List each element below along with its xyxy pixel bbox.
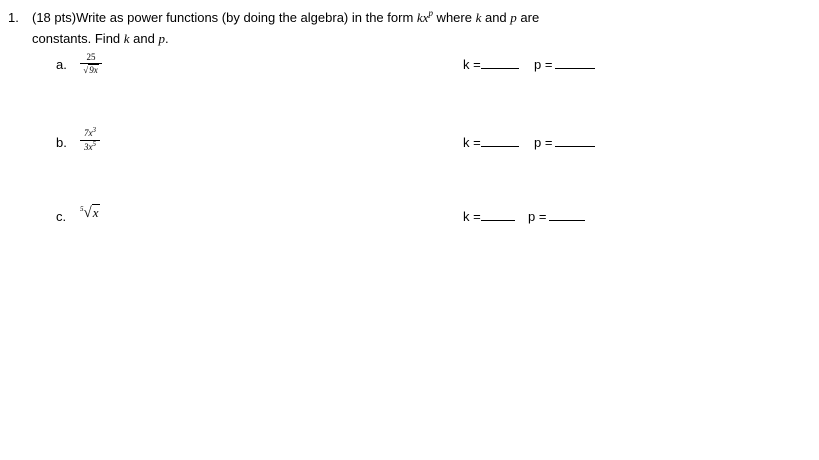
part-a-k-answer: [463, 57, 519, 72]
part-a-p-label: p =: [534, 57, 553, 72]
part-a-radicand: 9x: [89, 65, 98, 75]
question-period: .: [164, 31, 169, 46]
question-and-text: and: [481, 10, 511, 25]
question-line-2: [32, 31, 169, 47]
part-a-k-blank[interactable]: [481, 59, 519, 69]
question-line-1: [32, 10, 539, 26]
question-number: 1.: [8, 10, 19, 25]
part-a-k-label: k =: [463, 57, 481, 72]
part-b-p-label: p =: [534, 135, 553, 150]
part-a-numerator: 25: [86, 52, 96, 62]
power-form-exponent: p: [428, 8, 433, 18]
fraction-bar: [80, 140, 100, 141]
radical-icon: √: [83, 205, 92, 221]
part-b-k-blank[interactable]: [481, 137, 519, 147]
part-c-radicand: x: [92, 205, 99, 220]
question-intro-text: (18 pts)Write as power functions (by doing the algebra) in the form: [32, 10, 417, 25]
part-b-denominator: $3x^5$: [84, 140, 96, 152]
part-c-label: c.: [56, 209, 67, 224]
part-b-p-blank[interactable]: [555, 137, 595, 147]
part-b-label: b.: [56, 135, 67, 150]
part-a-denominator: √9x: [83, 65, 98, 75]
part-a-fraction: [80, 52, 102, 75]
part-a-p-answer: [534, 57, 595, 72]
part-a-p-blank[interactable]: [555, 59, 595, 69]
part-c-k-label: k =: [463, 209, 481, 224]
part-c-radical: [80, 205, 100, 222]
part-b-numerator: $7x^3$: [84, 126, 96, 138]
part-b-k-answer: [463, 135, 519, 150]
part-c-root-index: 5: [80, 205, 84, 213]
variable-p-2: p: [158, 31, 165, 46]
part-b-p-answer: [534, 135, 595, 150]
question-and-text-2: and: [129, 31, 159, 46]
part-b-fraction: [80, 128, 100, 153]
part-c-p-label: p =: [528, 209, 547, 224]
part-c-k-blank[interactable]: [481, 211, 515, 221]
part-b-k-label: k =: [463, 135, 481, 150]
power-form-base: kx: [416, 10, 429, 25]
question-are-text: are: [516, 10, 540, 25]
variable-p: p: [510, 10, 517, 25]
part-c-p-blank[interactable]: [549, 211, 585, 221]
question-find-text: constants. Find: [32, 31, 124, 46]
part-a-label: a.: [56, 57, 67, 72]
question-where-text: where: [432, 10, 476, 25]
part-c-k-answer: [463, 209, 515, 224]
variable-k: k: [475, 10, 482, 25]
part-c-p-answer: [528, 209, 585, 224]
variable-k-2: k: [123, 31, 130, 46]
